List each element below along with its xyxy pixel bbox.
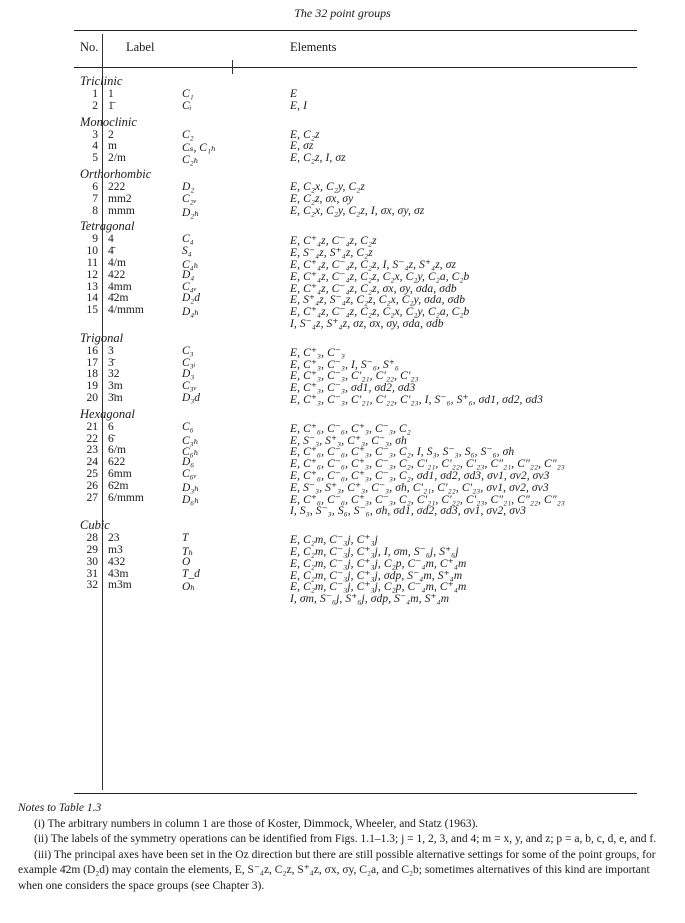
row-label: 3̄: [108, 356, 114, 369]
note-3: (iii) The principal axes have been set in the Oz direction but there are still possible alternative settings for some of the point groups, for example 4̄2m (D₂d) may contain the elements, E, S⁻₄z, C₂z, S⁺₄z, σx, σy, C₂a, and C₂b; sometimes alternatives of this kind are important when one considers the space groups (see Chapter 3).: [18, 848, 656, 892]
row-elements: E, C⁺₃, C⁻₃, σd1, σd2, σd3: [290, 382, 416, 395]
row-schoenflies: C₆: [182, 420, 194, 433]
row-number: 12: [86, 268, 98, 281]
row-elements: E, C⁺₃, C⁻₃, C′₂₁, C′₂₂, C′₂₃: [290, 370, 419, 383]
row-elements: E, C⁺₄z, C⁻₄z, C₂z, σx, σy, σda, σdb: [290, 282, 457, 295]
note-2: (ii) The labels of the symmetry operations can be identified from Figs. 1.1–1.3; j = 1, 2, 3, and 4; m = x, y, and z; p = a, b, c, d, e, and f.: [34, 833, 657, 845]
header-elements: Elements: [290, 40, 337, 54]
table-header-rule: [74, 67, 637, 68]
point-groups-table: [74, 30, 637, 794]
header-no: No.: [80, 40, 99, 54]
row-number: 21: [86, 420, 98, 433]
row-schoenflies: T: [182, 532, 189, 545]
row-elements: E, C₂z, σx, σy: [290, 192, 354, 205]
row-elements: E, S⁻₃, S⁺₃, C⁺₃, C⁻₃, σh, C′₂₁, C′₂₂, C′₂₃, σv1, σv2, σv3: [290, 481, 549, 494]
row-label: 2/m: [108, 152, 126, 165]
row-schoenflies: D₆: [182, 456, 195, 469]
row-elements: E, C⁺₃, C⁻₃: [290, 346, 346, 359]
row-schoenflies: Oₕ: [182, 581, 196, 594]
row-elements: E, C⁺₄z, C⁻₄z, C₂z, C₂x, C₂y, C₂a, C₂b: [290, 306, 470, 319]
row-elements: E, C₂m, C⁻₃j, C⁺₃j, C₂p, C⁻₄m, C⁺₄m: [290, 581, 467, 594]
row-label: 1: [108, 88, 114, 100]
row-label: 3: [108, 344, 114, 357]
row-schoenflies: C₃ₕ: [182, 434, 199, 447]
row-number: 24: [86, 456, 98, 469]
table-notes: [18, 801, 668, 894]
notes-title: Notes to Table 1.3: [18, 802, 102, 814]
row-number: 30: [86, 555, 98, 568]
row-schoenflies: C₂: [182, 128, 194, 141]
row-elements: E, C⁺₃, C⁻₃, I, S⁻₆, S⁺₆: [290, 358, 400, 371]
row-schoenflies: O: [182, 555, 191, 568]
row-elements: E, C₂x, C₂y, C₂z, I, σx, σy, σz: [290, 204, 425, 217]
row-number: 7: [92, 192, 98, 205]
row-number: 31: [86, 567, 98, 580]
row-schoenflies: C₄ᵥ: [182, 280, 197, 293]
column-divider-stub: [232, 60, 233, 74]
section-heading: Tetragonal: [80, 219, 135, 234]
row-schoenflies: C₃ᵥ: [182, 380, 197, 393]
row-elements: E, σz: [290, 140, 314, 153]
row-elements: E, C₂m, C⁻₃j, C⁺₃j, σdp, S⁻₄m, S⁺₄m: [290, 569, 463, 582]
row-elements: E, C⁺₆, C⁻₆, C⁺₃, C⁻₃, C₂, I, S₃, S⁻₃, S₆, S⁻₆, σh: [290, 446, 515, 459]
row-number: 9: [92, 233, 98, 246]
row-elements: E, C⁺₃, C⁻₃, C′₂₁, C′₂₂, C′₂₃, I, S⁻₆, S⁺₆, σd1, σd2, σd3: [290, 394, 543, 406]
row-label: 2: [108, 128, 114, 141]
row-elements: E: [290, 88, 298, 100]
row-label: 4: [108, 233, 114, 246]
row-number: 8: [92, 204, 98, 217]
row-label: 43m: [108, 567, 129, 580]
row-number: 1: [92, 88, 98, 100]
row-label: 422: [108, 268, 126, 281]
row-label: m3: [108, 544, 123, 556]
row-elements: E, C₂m, C⁻₃j, C⁺₃j, I, σm, S⁻₆j, S⁺₆j: [290, 546, 459, 558]
row-schoenflies: C₄: [182, 233, 194, 246]
row-number: 2: [92, 99, 98, 112]
row-schoenflies: D₂: [182, 181, 195, 193]
row-schoenflies: Tₕ: [182, 546, 194, 558]
row-number: 13: [86, 280, 98, 293]
row-label: 1̄: [108, 99, 114, 112]
row-label: m3m: [108, 579, 132, 592]
table-caption: The 32 point groups: [294, 6, 391, 20]
table-row: [74, 152, 637, 165]
row-label: 32: [108, 368, 120, 381]
row-elements: E, C₂x, C₂y, C₂z: [290, 181, 365, 193]
row-number: 19: [86, 380, 98, 393]
row-elements: E, C₂m, C⁻₃j, C⁺₃j, C₂p, C⁻₄m, C⁺₄m: [290, 557, 467, 570]
row-schoenflies: Cₛ, C₁ₕ: [182, 142, 216, 155]
row-schoenflies: D₆ₕ: [182, 493, 200, 506]
row-schoenflies: D₃ₕ: [182, 481, 200, 494]
table-row: [74, 392, 637, 405]
row-schoenflies: D₄: [182, 268, 195, 281]
row-number: 3: [92, 128, 98, 141]
row-elements: E, C⁺₆, C⁻₆, C⁺₃, C⁻₃, C₂, C′₂₁, C′₂₂, C′₂₃, C″₂₁, C″₂₂, C″₂₃: [290, 458, 565, 471]
row-number: 16: [86, 344, 98, 357]
row-elements: E, S⁺₄z, S⁻₄z, C₂z, C₂x, C₂y, σda, σdb: [290, 294, 466, 307]
row-elements: E, C⁺₆, C⁻₆, C⁺₃, C⁻₃, C₂: [290, 422, 411, 435]
row-number: 23: [86, 444, 98, 457]
row-number: 32: [86, 579, 98, 592]
row-schoenflies: C₆ₕ: [182, 446, 199, 459]
row-elements: I, S⁻₄z, S⁺₄z, σz, σx, σy, σda, σdb: [290, 318, 444, 330]
row-elements: E, C⁺₄z, C⁻₄z, C₂z, C₂x, C₂y, C₂a, C₂b: [290, 270, 470, 283]
section-heading: Hexagonal: [80, 406, 135, 421]
row-elements: E, C₂z, I, σz: [290, 152, 346, 165]
row-number: 20: [86, 392, 98, 404]
table-top-rule: [74, 30, 637, 31]
row-number: 18: [86, 368, 98, 381]
row-schoenflies: D₃d: [182, 392, 201, 404]
row-schoenflies: C₄ₕ: [182, 259, 199, 271]
row-label: 3m: [108, 380, 123, 393]
row-elements: E, C₂z: [290, 128, 320, 141]
header-label: Label: [126, 40, 155, 54]
row-schoenflies: C₃ᵢ: [182, 356, 196, 369]
row-number: 14: [86, 292, 98, 305]
row-schoenflies: S₄: [182, 245, 192, 258]
row-number: 22: [86, 432, 98, 445]
row-label: 222: [108, 181, 126, 193]
row-number: 17: [86, 356, 98, 369]
row-elements: E, C₂m, C⁻₃j, C⁺₃j: [290, 534, 378, 547]
row-label: m: [108, 140, 117, 153]
row-elements: E, C⁺₆, C⁻₆, C⁺₃, C⁻₃, C₂, σd1, σd2, σd3, σv1, σv2, σv3: [290, 470, 550, 482]
row-number: 26: [86, 479, 98, 492]
row-label: 6: [108, 420, 114, 433]
section-heading: Trigonal: [80, 330, 124, 345]
table-row: [74, 100, 637, 113]
row-label: 23: [108, 532, 120, 545]
row-label: 622: [108, 456, 126, 469]
row-label: mmm: [108, 204, 135, 217]
table-row: [74, 316, 637, 329]
row-label: 6/mmm: [108, 491, 144, 504]
row-label: 4̄: [108, 245, 114, 258]
row-elements: E, S⁻₃, S⁺₃, C⁺₃, C⁻₃, σh: [290, 434, 407, 447]
row-label: 3̄m: [108, 392, 123, 404]
row-number: 29: [86, 544, 98, 556]
row-elements: E, C⁺₄z, C⁻₄z, C₂z, I, S⁻₄z, S⁺₄z, σz: [290, 259, 457, 271]
section-heading: Orthorhombic: [80, 167, 152, 181]
table-bottom-rule: [74, 793, 637, 794]
row-schoenflies: Cᵢ: [182, 99, 192, 112]
row-number: 4: [92, 140, 98, 153]
row-number: 15: [86, 304, 98, 317]
section-heading: Triclinic: [80, 74, 123, 88]
row-schoenflies: D₂ₕ: [182, 206, 200, 219]
row-number: 28: [86, 532, 98, 545]
row-elements: E, C⁺₄z, C⁻₄z, C₂z: [290, 235, 377, 248]
row-label: 6̄: [108, 432, 114, 445]
row-number: 25: [86, 468, 98, 480]
row-elements: I, S₃, S⁻₃, S₆, S⁻₆, σh, σd1, σd2, σd3, σv1, σv2, σv3: [290, 505, 527, 518]
row-schoenflies: D₂d: [182, 292, 201, 305]
row-schoenflies: D₄ₕ: [182, 306, 200, 319]
row-label: 432: [108, 555, 126, 568]
row-schoenflies: C₁: [182, 88, 194, 100]
note-1: (i) The arbitrary numbers in column 1 are those of Koster, Dimmock, Wheeler, and Statz (1963).: [34, 817, 479, 830]
row-elements: E, C⁺₆, C⁻₆, C⁺₃, C⁻₃, C₂, C′₂₁, C′₂₂, C′₂₃, C″₂₁, C″₂₂, C″₂₃: [290, 493, 565, 506]
row-schoenflies: C₆ᵥ: [182, 468, 197, 480]
row-number: 10: [86, 245, 98, 258]
row-number: 11: [86, 257, 98, 269]
row-number: 6: [92, 181, 98, 193]
row-schoenflies: C₂ᵥ: [182, 192, 197, 205]
table-row: [74, 205, 637, 218]
row-elements: E, S⁻₄z, S⁺₄z, C₂z: [290, 247, 373, 260]
row-schoenflies: C₂ₕ: [182, 154, 199, 167]
row-elements: E, I: [290, 99, 308, 112]
row-schoenflies: T_d: [182, 567, 200, 580]
section-heading: Monoclinic: [80, 114, 137, 129]
table-row: [74, 503, 637, 516]
row-number: 5: [92, 152, 98, 165]
row-label: 4mm: [108, 280, 132, 293]
row-label: 6mm: [108, 468, 132, 480]
section-heading: Cubic: [80, 518, 110, 533]
row-label: 4/m: [108, 257, 126, 269]
row-label: 4/mmm: [108, 304, 144, 317]
row-label: mm2: [108, 192, 132, 205]
row-label: 6/m: [108, 444, 126, 457]
table-row: [74, 591, 637, 604]
row-schoenflies: D₃: [182, 368, 195, 381]
row-number: 27: [86, 491, 98, 504]
row-elements: I, σm, S⁻₆j, S⁺₆j, σdp, S⁻₄m, S⁺₄m: [290, 593, 450, 606]
row-label: 4̄2m: [108, 292, 129, 305]
row-label: 6̄2m: [108, 479, 129, 492]
row-schoenflies: C₃: [182, 344, 194, 357]
